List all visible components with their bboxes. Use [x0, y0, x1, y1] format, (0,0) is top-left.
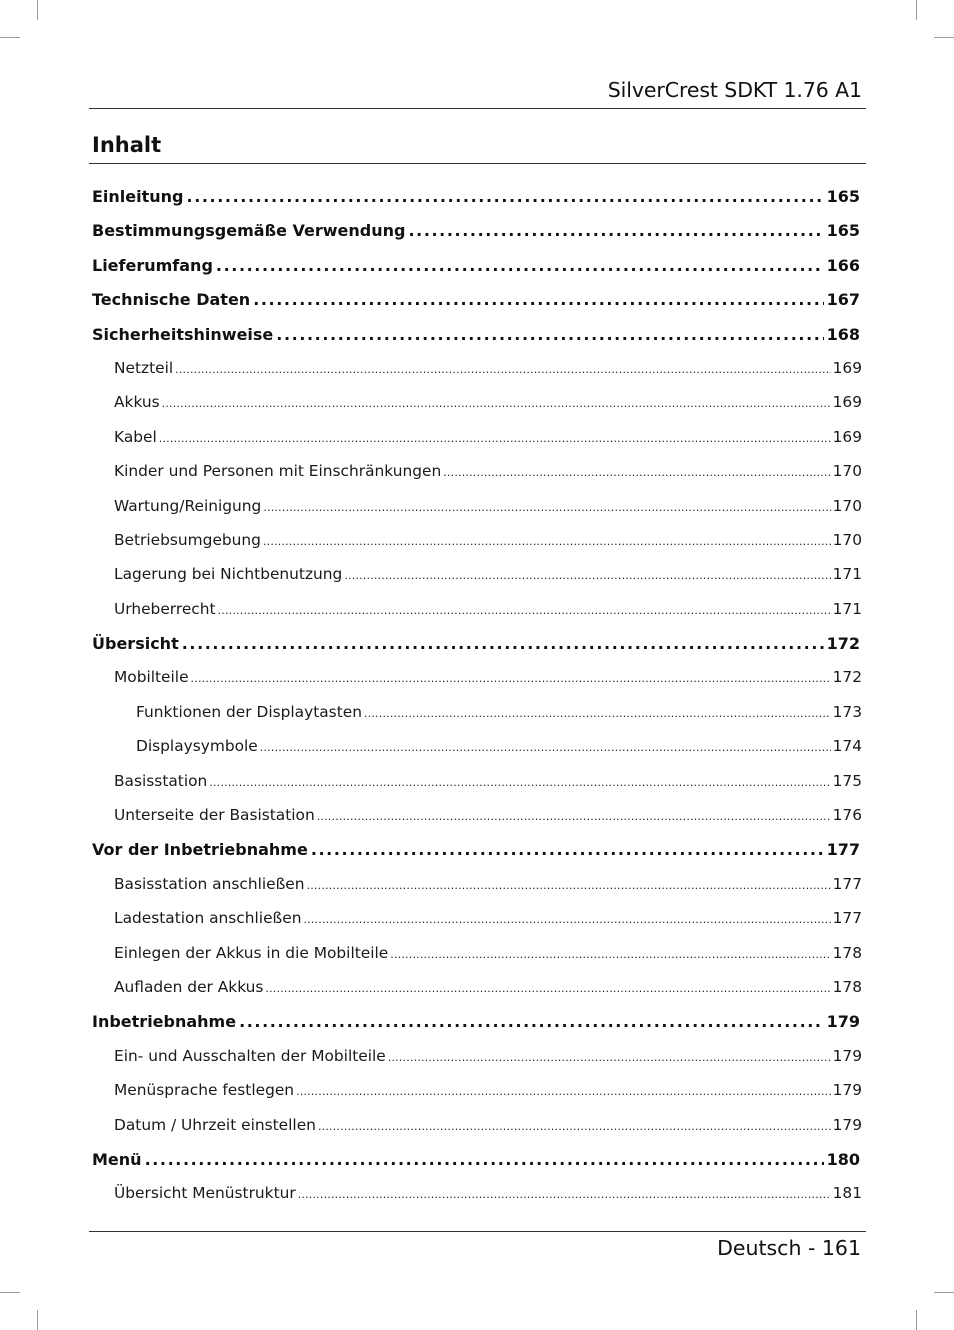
dot-leader	[390, 948, 830, 961]
toc-entry[interactable]	[92, 806, 862, 840]
dot-leader	[216, 256, 824, 275]
toc-entry-title: Technische Daten	[92, 290, 251, 310]
toc-entry[interactable]	[92, 359, 862, 393]
toc-entry-page-number: 179	[826, 1012, 860, 1032]
toc-entry[interactable]	[92, 462, 862, 496]
toc-entry-title: Basisstation anschließen	[114, 874, 305, 893]
toc-entry-page-number: 172	[832, 668, 862, 687]
toc-entry-title: Einlegen der Akkus in die Mobilteile	[114, 943, 389, 962]
dot-leader	[311, 840, 824, 859]
toc-entry-title: Netzteil	[114, 358, 174, 377]
dot-leader	[317, 810, 831, 823]
toc-entry-title: Aufladen der Akkus	[114, 977, 264, 996]
toc-entry-page-number: 178	[832, 943, 862, 962]
toc-entry[interactable]	[92, 256, 862, 290]
dot-leader	[218, 604, 831, 617]
toc-entry[interactable]	[92, 737, 862, 771]
toc-entry-title: Menüsprache festlegen	[114, 1081, 295, 1100]
toc-entry[interactable]	[92, 909, 862, 943]
toc-entry-page-number: 165	[826, 221, 860, 241]
toc-entry-title: Displaysymbole	[136, 737, 258, 756]
dot-leader	[307, 879, 831, 892]
toc-entry-page-number: 173	[832, 702, 862, 721]
page-title: Inhalt	[92, 133, 162, 157]
toc-entry-title: Wartung/Reinigung	[114, 496, 262, 515]
toc-entry-title: Menü	[92, 1149, 142, 1169]
page-footer: Deutsch - 161	[717, 1236, 861, 1260]
toc-entry[interactable]	[92, 497, 862, 531]
dot-leader	[408, 221, 823, 240]
toc-entry[interactable]	[92, 840, 862, 874]
toc-entry-title: Funktionen der Displaytasten	[136, 702, 362, 721]
crop-mark-bottom-left-horizontal	[0, 1292, 20, 1293]
dot-leader	[175, 363, 830, 376]
toc-entry[interactable]	[92, 668, 862, 702]
header-rule	[89, 108, 866, 109]
toc-entry-title: Bestimmungsgemäße Verwendung	[92, 221, 406, 241]
toc-entry-title: Datum / Uhrzeit einstellen	[114, 1115, 316, 1134]
toc-entry[interactable]	[92, 772, 862, 806]
dot-leader	[276, 325, 823, 344]
dot-leader	[344, 569, 830, 582]
dot-leader	[443, 466, 830, 479]
toc-entry-page-number: 181	[832, 1184, 862, 1203]
toc-entry-title: Ladestation anschließen	[114, 909, 302, 928]
toc-entry-title: Vor der Inbetriebnahme	[92, 840, 308, 860]
toc-entry-title: Inbetriebnahme	[92, 1012, 237, 1032]
toc-entry-title: Betriebsumgebung	[114, 530, 261, 549]
toc-entry-page-number: 174	[832, 737, 862, 756]
toc-entry[interactable]	[92, 565, 862, 599]
dot-leader	[298, 1188, 831, 1201]
toc-entry[interactable]	[92, 1081, 862, 1115]
toc-entry-page-number: 169	[832, 358, 862, 377]
toc-entry-title: Kabel	[114, 427, 157, 446]
dot-leader	[253, 290, 823, 309]
dot-leader	[187, 187, 824, 206]
toc-entry-page-number: 170	[832, 530, 862, 549]
toc-entry-page-number: 171	[832, 565, 862, 584]
toc-entry-title: Kinder und Personen mit Einschränkungen	[114, 462, 442, 481]
toc-entry-title: Lagerung bei Nichtbenutzung	[114, 565, 343, 584]
crop-mark-top-right-horizontal	[934, 37, 954, 38]
toc-entry-title: Sicherheitshinweise	[92, 324, 274, 344]
toc-entry-page-number: 166	[826, 255, 860, 275]
toc-entry-title: Urheberrecht	[114, 599, 216, 618]
toc-entry-title: Übersicht	[92, 634, 179, 654]
toc-entry-page-number: 165	[826, 187, 860, 206]
toc-entry-title: Akkus	[114, 393, 160, 412]
toc-entry-page-number: 168	[826, 324, 860, 344]
toc-entry-page-number: 177	[832, 874, 862, 893]
crop-mark-top-left-horizontal	[0, 37, 20, 38]
toc-entry[interactable]	[92, 531, 862, 565]
toc-entry[interactable]	[92, 703, 862, 737]
table-of-contents	[92, 187, 862, 1219]
toc-entry[interactable]	[92, 290, 862, 324]
toc-entry[interactable]	[92, 428, 862, 462]
toc-entry-title: Einleitung	[92, 187, 184, 206]
toc-entry-page-number: 169	[832, 393, 862, 412]
dot-leader	[209, 776, 830, 789]
toc-entry-page-number: 170	[832, 496, 862, 515]
toc-entry-title: Basisstation	[114, 771, 208, 790]
toc-entry-title: Unterseite der Basistation	[114, 806, 315, 825]
dot-leader	[303, 913, 830, 926]
toc-entry-page-number: 170	[832, 462, 862, 481]
product-title: SilverCrest SDKT 1.76 A1	[607, 78, 862, 102]
toc-entry-page-number: 167	[826, 290, 860, 310]
toc-entry[interactable]	[92, 875, 862, 909]
crop-mark-bottom-right-horizontal	[934, 1292, 954, 1293]
crop-mark-top-left-vertical	[37, 0, 38, 20]
footer-rule	[89, 1231, 866, 1232]
crop-mark-bottom-right-vertical	[916, 1310, 917, 1330]
toc-entry[interactable]	[92, 325, 862, 359]
toc-entry[interactable]	[92, 1184, 862, 1218]
dot-leader	[263, 501, 830, 514]
toc-entry-title: Übersicht Menüstruktur	[114, 1184, 296, 1203]
crop-mark-top-right-vertical	[916, 0, 917, 20]
toc-entry[interactable]	[92, 600, 862, 634]
toc-entry-page-number: 179	[832, 1081, 862, 1100]
toc-entry[interactable]	[92, 1047, 862, 1081]
toc-entry-title: Mobilteile	[114, 668, 189, 687]
toc-entry[interactable]	[92, 187, 862, 221]
dot-leader	[296, 1085, 831, 1098]
dot-leader	[364, 707, 831, 720]
toc-entry-page-number: 172	[826, 634, 860, 654]
toc-entry[interactable]	[92, 221, 862, 255]
dot-leader	[159, 432, 831, 445]
dot-leader	[182, 634, 824, 653]
toc-entry-page-number: 179	[832, 1046, 862, 1065]
crop-mark-bottom-left-vertical	[37, 1310, 38, 1330]
toc-entry[interactable]	[92, 1150, 862, 1184]
dot-leader	[263, 535, 831, 548]
dot-leader	[318, 1120, 831, 1133]
toc-entry-title: Lieferumfang	[92, 255, 213, 275]
toc-entry-page-number: 176	[832, 806, 862, 825]
toc-entry-page-number: 180	[826, 1149, 860, 1169]
toc-entry[interactable]	[92, 1116, 862, 1150]
dot-leader	[388, 1051, 831, 1064]
toc-entry[interactable]	[92, 944, 862, 978]
dot-leader	[145, 1150, 824, 1169]
toc-entry-title: Ein- und Ausschalten der Mobilteile	[114, 1046, 386, 1065]
toc-entry[interactable]	[92, 393, 862, 427]
toc-entry-page-number: 179	[832, 1115, 862, 1134]
dot-leader	[265, 982, 830, 995]
dot-leader	[239, 1012, 824, 1031]
toc-entry-page-number: 177	[832, 909, 862, 928]
toc-entry-page-number: 178	[832, 977, 862, 996]
toc-entry-page-number: 171	[832, 599, 862, 618]
dot-leader	[162, 397, 831, 410]
heading-rule	[89, 163, 866, 164]
dot-leader	[260, 741, 831, 754]
toc-entry-page-number: 177	[826, 840, 860, 860]
dot-leader	[191, 672, 831, 685]
toc-entry-page-number: 175	[832, 771, 862, 790]
toc-entry[interactable]	[92, 1012, 862, 1046]
toc-entry[interactable]	[92, 978, 862, 1012]
toc-entry[interactable]	[92, 634, 862, 668]
toc-entry-page-number: 169	[832, 427, 862, 446]
